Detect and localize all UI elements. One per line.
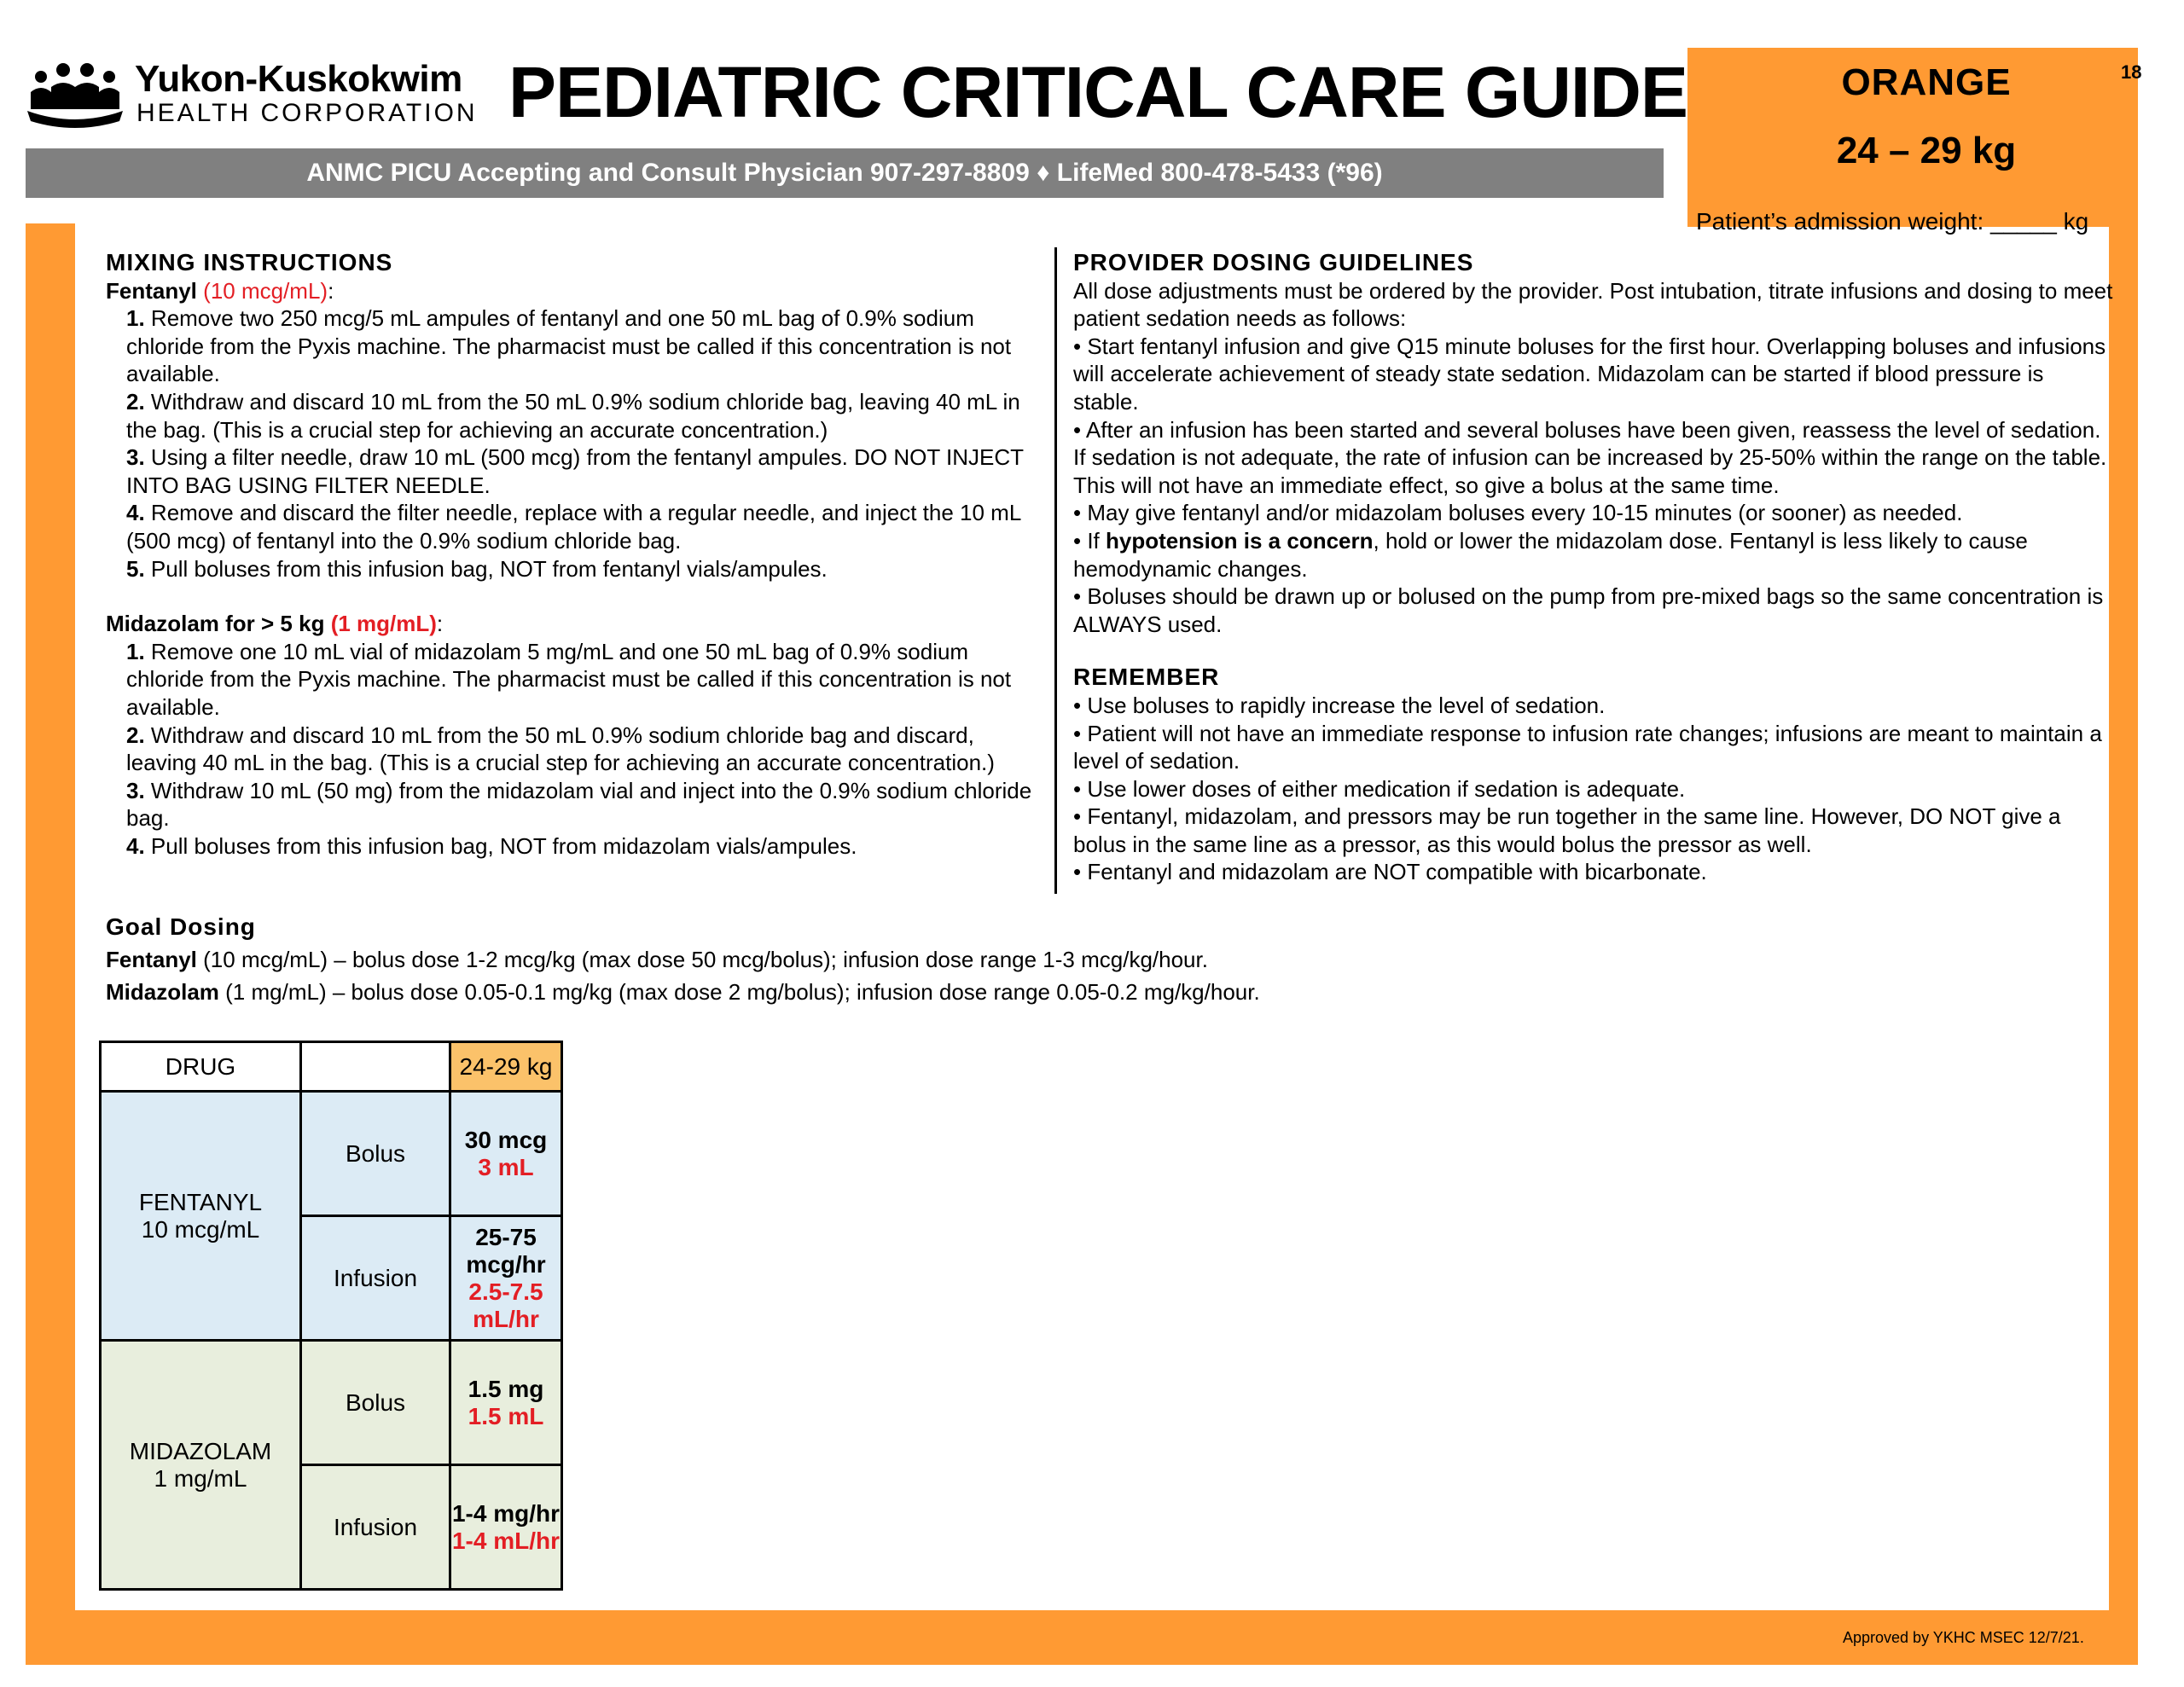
fentanyl-steps bbox=[106, 304, 1044, 583]
table-row bbox=[101, 1092, 562, 1216]
list-item: • Patient will not have an immediate response to infusion rate changes; infusions are meant to maintain a level of sedation. bbox=[1073, 720, 2102, 774]
goal-heading: Goal Dosing bbox=[106, 913, 256, 940]
fentanyl-conc: 10 mcg/mL bbox=[141, 1215, 260, 1243]
list-item: 1. Remove one 10 mL vial of midazolam 5 mg/mL and one 50 mL bag of 0.9% sodium chloride from the Pyxis machine. The pharmacist must be called if this concentration is not available. bbox=[126, 638, 1012, 720]
provider-heading: PROVIDER DOSING GUIDELINES bbox=[1073, 249, 1474, 275]
list-item: • Start fentanyl infusion and give Q15 minute boluses for the first hour. Overlapping boluses and infusions will accelerate achievement of steady state sedation. Midazolam can be started if blood pressure is stable. bbox=[1073, 333, 2106, 415]
midazolam-infusion-dose: 1-4 mg/hr 1-4 mL/hr bbox=[450, 1465, 562, 1590]
list-item: 5. Pull boluses from this infusion bag, NOT from fentanyl vials/ampules. bbox=[126, 555, 828, 582]
midazolam-label: Midazolam for > 5 kg bbox=[106, 611, 325, 637]
midazolam-conc: 1 mg/mL bbox=[154, 1464, 247, 1492]
admission-weight-field: Patient’s admission weight: _____ kg bbox=[1696, 208, 2089, 235]
page-number: 18 bbox=[2121, 61, 2142, 83]
list-item: 1. Remove two 250 mcg/5 mL ampules of fentanyl and one 50 mL bag of 0.9% sodium chloride from the Pyxis machine. The pharmacist must be called if this concentration is not available. bbox=[126, 305, 1012, 387]
fentanyl-infusion-label: Infusion bbox=[301, 1216, 450, 1341]
weight-header: 24-29 kg bbox=[450, 1042, 562, 1092]
midazolam-steps bbox=[106, 638, 1044, 861]
provider-guidelines bbox=[1073, 249, 2114, 886]
list-item: • May give fentanyl and/or midazolam boluses every 10-15 minutes (or sooner) as needed. bbox=[1073, 500, 1963, 526]
goal-fentanyl: Fentanyl (10 mcg/mL) – bolus dose 1-2 mcg/kg (max dose 50 mcg/bolus); infusion dose range 1-3 mcg/kg/hour. bbox=[106, 947, 1208, 972]
goal-midazolam: Midazolam (1 mg/mL) – bolus dose 0.05-0.1 mg/kg (max dose 2 mg/bolus); infusion dose range 0.05-0.2 mg/kg/hour. bbox=[106, 979, 1260, 1005]
dosing-table bbox=[99, 1041, 563, 1591]
goal-dosing bbox=[106, 911, 1471, 1008]
fentanyl-infusion-dose: 25-75 mcg/hr 2.5-7.5 mL/hr bbox=[450, 1216, 562, 1341]
provider-intro: All dose adjustments must be ordered by the provider. Post intubation, titrate infusions and dosing to meet patient sedation needs as follows: bbox=[1073, 277, 2113, 332]
fentanyl-name: FENTANYL bbox=[138, 1188, 263, 1215]
org-subtitle: HEALTH CORPORATION bbox=[136, 99, 478, 127]
fentanyl-bolus-dose: 30 mcg 3 mL bbox=[450, 1092, 562, 1216]
list-item: • Fentanyl, midazolam, and pressors may be run together in the same line. However, DO NOT give a bolus in the same line as a pressor, as this would bolus the pressor as well. bbox=[1073, 803, 2061, 857]
weight-color-label: ORANGE bbox=[1841, 61, 2012, 103]
contact-bar: ANMC PICU Accepting and Consult Physician 907-297-8809 ♦ LifeMed 800-478-5433 (*96) bbox=[26, 148, 1664, 198]
list-item: • Boluses should be drawn up or bolused on the pump from pre-mixed bags so the same concentration is ALWAYS used. bbox=[1073, 583, 2104, 637]
fentanyl-drug-cell bbox=[101, 1092, 301, 1341]
list-item: • Fentanyl and midazolam are NOT compatible with bicarbonate. bbox=[1073, 859, 1707, 885]
table-row bbox=[101, 1341, 562, 1465]
midazolam-bolus-dose: 1.5 mg 1.5 mL bbox=[450, 1341, 562, 1465]
drug-header: DRUG bbox=[101, 1042, 301, 1092]
weight-range-label: 24 – 29 kg bbox=[1836, 130, 2017, 171]
blank-header bbox=[301, 1042, 450, 1092]
table-header-row bbox=[101, 1042, 562, 1092]
midazolam-name: MIDAZOLAM bbox=[129, 1437, 272, 1464]
list-item: 2. Withdraw and discard 10 mL from the 50 mL 0.9% sodium chloride bag and discard, leaving 40 mL in the bag. (This is a crucial step for achieving an accurate concentration.) bbox=[126, 722, 995, 776]
midazolam-drug-cell bbox=[101, 1341, 301, 1590]
fentanyl-bolus-label: Bolus bbox=[301, 1092, 450, 1216]
list-item: 3. Withdraw 10 mL (50 mg) from the midazolam vial and inject into the 0.9% sodium chloride bag. bbox=[126, 777, 1032, 832]
approval-footer: Approved by YKHC MSEC 12/7/21. bbox=[1843, 1629, 2084, 1646]
list-item: 3. Using a filter needle, draw 10 mL (500 mcg) from the fentanyl ampules. DO NOT INJECT INTO BAG USING FILTER NEEDLE. bbox=[126, 444, 1024, 498]
list-item: • If hypotension is a concern, hold or lower the midazolam dose. Fentanyl is less likely to cause hemodynamic changes. bbox=[1073, 527, 2028, 582]
list-item: • Use boluses to rapidly increase the level of sedation. bbox=[1073, 692, 1606, 718]
list-item: • After an infusion has been started and several boluses have been given, reassess the level of sedation. If sedation is not adequate, the rate of infusion can be increased by 25-50% within the range on the table. This will not have an immediate effect, so give a bolus at the same time. bbox=[1073, 416, 2107, 498]
midazolam-subheading: Midazolam for > 5 kg (1 mg/mL): bbox=[106, 611, 444, 637]
list-item: 4. Remove and discard the filter needle, replace with a regular needle, and inject the 10 mL (500 mcg) of fentanyl into the 0.9% sodium chloride bag. bbox=[126, 500, 1021, 554]
list-item: 2. Withdraw and discard 10 mL from the 50 mL 0.9% sodium chloride bag, leaving 40 mL in the bag. (This is a crucial step for achieving an accurate concentration.) bbox=[126, 388, 1020, 443]
midazolam-concentration: (1 mg/mL) bbox=[330, 611, 437, 637]
list-item: • Use lower doses of either medication if sedation is adequate. bbox=[1073, 775, 1686, 802]
page-title: PEDIATRIC CRITICAL CARE GUIDE bbox=[508, 52, 1687, 132]
mixing-heading: MIXING INSTRUCTIONS bbox=[106, 249, 393, 275]
remember-heading: REMEMBER bbox=[1073, 664, 1220, 691]
column-divider bbox=[1054, 247, 1057, 894]
fentanyl-subheading: Fentanyl (10 mcg/mL): bbox=[106, 277, 334, 304]
midazolam-infusion-label: Infusion bbox=[301, 1465, 450, 1590]
fentanyl-concentration: (10 mcg/mL) bbox=[203, 277, 328, 304]
list-item: 4. Pull boluses from this infusion bag, NOT from midazolam vials/ampules. bbox=[126, 832, 857, 859]
org-name: Yukon-Kuskokwim bbox=[135, 58, 462, 100]
midazolam-bolus-label: Bolus bbox=[301, 1341, 450, 1465]
fentanyl-label: Fentanyl bbox=[106, 277, 197, 304]
mixing-instructions bbox=[106, 249, 1044, 860]
